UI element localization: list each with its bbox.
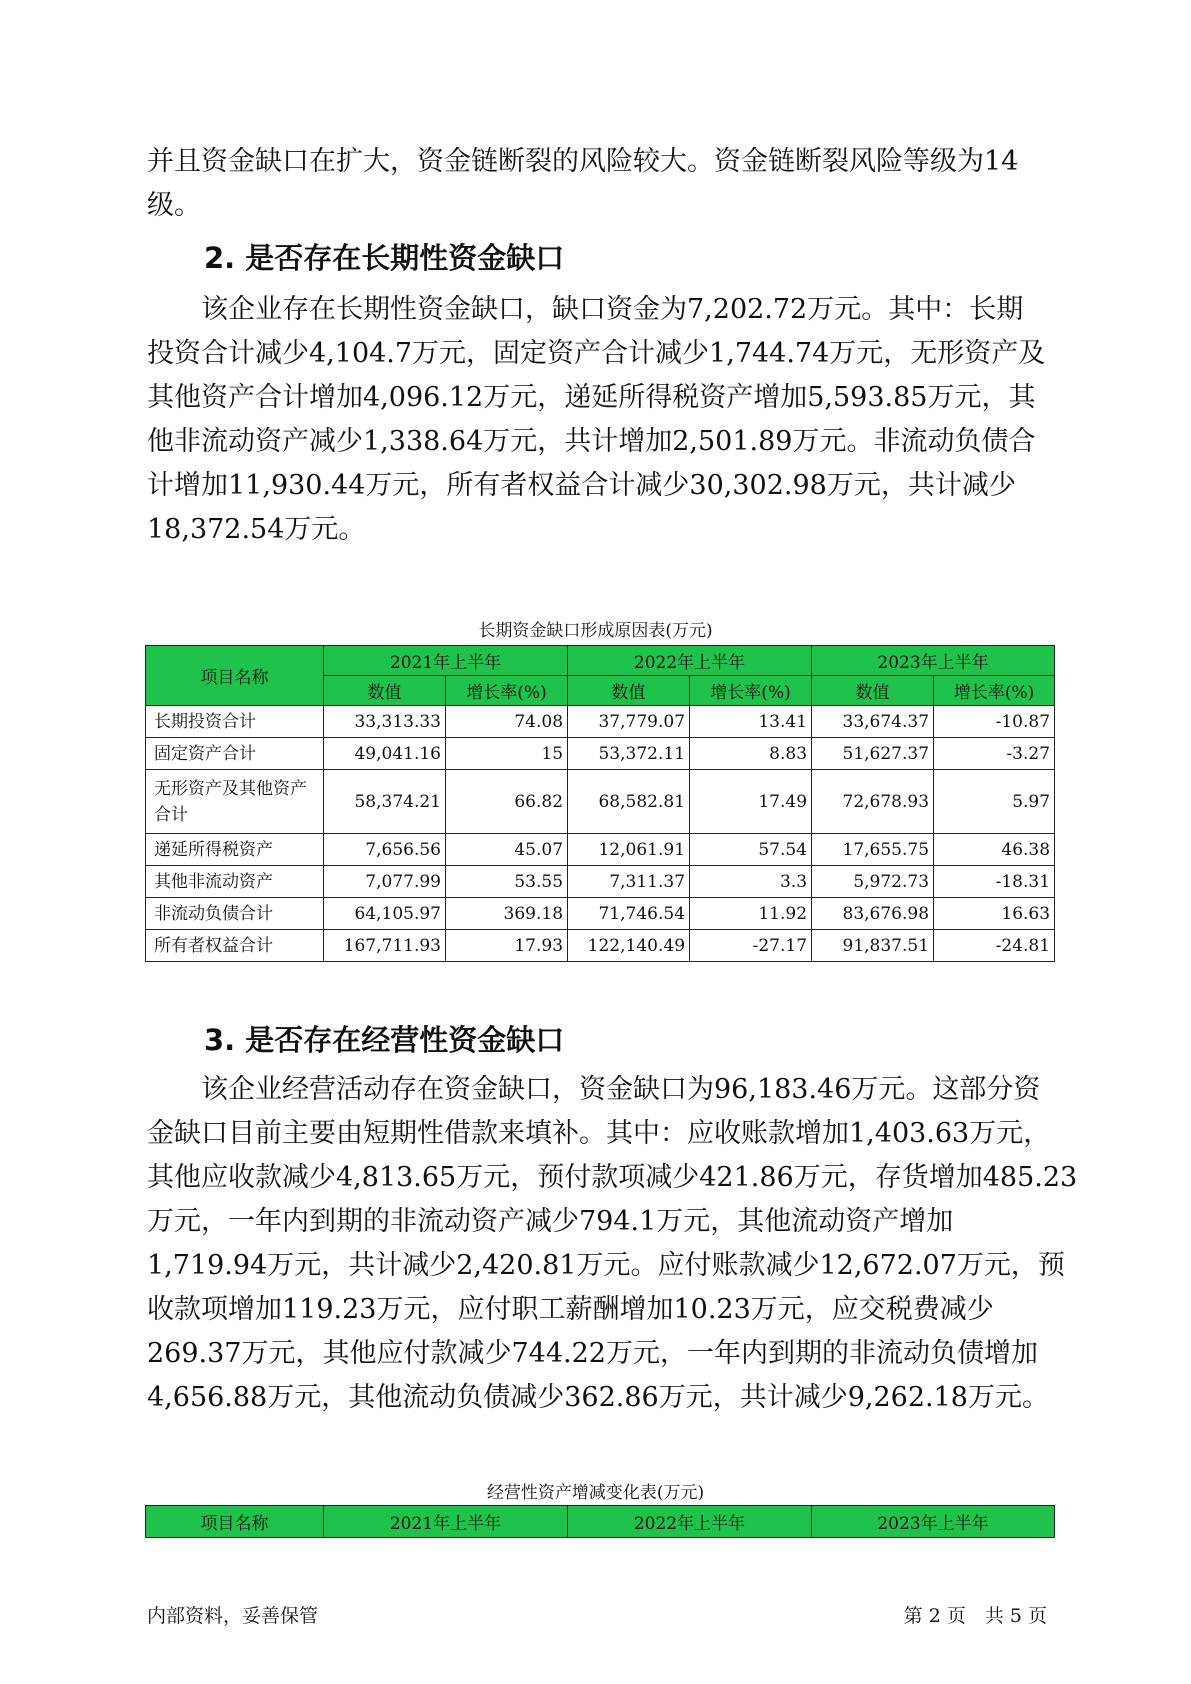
cell-value: 53,372.11 — [568, 738, 690, 770]
period-header: 2021年上半年 — [324, 646, 568, 676]
row-name: 递延所得税资产 — [146, 834, 324, 866]
table-row — [146, 898, 1055, 930]
cell-growth: 45.07 — [446, 834, 568, 866]
intro-paragraph — [147, 140, 1047, 228]
cell-growth: -27.17 — [690, 930, 812, 962]
row-name: 长期投资合计 — [146, 706, 324, 738]
table-header-row — [146, 1506, 1055, 1538]
cell-growth: 369.18 — [446, 898, 568, 930]
paragraph-line: 收款项增加119.23万元，应付职工薪酬增加10.23万元，应交税费减少 — [147, 1294, 994, 1325]
cell-growth: 3.3 — [690, 866, 812, 898]
cell-growth: 17.93 — [446, 930, 568, 962]
name-header: 项目名称 — [146, 646, 324, 706]
table-header-row — [146, 646, 1055, 676]
cell-value: 33,674.37 — [812, 706, 934, 738]
paragraph-line: 计增加11,930.44万元，所有者权益合计减少30,302.98万元，共计减少 — [147, 470, 1016, 501]
cell-growth: -3.27 — [934, 738, 1055, 770]
value-header: 数值 — [324, 676, 446, 706]
row-name: 非流动负债合计 — [146, 898, 324, 930]
cell-value: 122,140.49 — [568, 930, 690, 962]
paragraph-line: 其他资产合计增加4,096.12万元，递延所得税资产增加5,593.85万元，其 — [147, 382, 1036, 413]
value-header: 数值 — [568, 676, 690, 706]
cell-value: 58,374.21 — [324, 770, 446, 834]
page-number: 第 2 页 共 5 页 — [903, 1605, 1047, 1627]
cell-value: 72,678.93 — [812, 770, 934, 834]
cell-growth: 8.83 — [690, 738, 812, 770]
paragraph-line: 该企业存在长期性资金缺口，缺口资金为7,202.72万元。其中：长期 — [147, 294, 1024, 325]
cell-value: 51,627.37 — [812, 738, 934, 770]
table-row — [146, 770, 1055, 834]
cell-value: 37,779.07 — [568, 706, 690, 738]
paragraph-line: 万元，一年内到期的非流动资产减少794.1万元，其他流动资产增加 — [147, 1206, 954, 1237]
cell-value: 17,655.75 — [812, 834, 934, 866]
section3-paragraph — [147, 1068, 1078, 1420]
growth-header: 增长率(%) — [690, 676, 812, 706]
section2-paragraph — [147, 288, 1047, 552]
paragraph-line: 18,372.54万元。 — [147, 514, 366, 545]
paragraph-line: 1,719.94万元，共计减少2,420.81万元。应付账款减少12,672.07万元，预 — [147, 1250, 1065, 1281]
table-row — [146, 738, 1055, 770]
growth-header: 增长率(%) — [446, 676, 568, 706]
paragraph-line: 级。 — [147, 190, 201, 221]
long-term-gap-table — [145, 645, 1055, 962]
paragraph-line: 其他应收款减少4,813.65万元，预付款项减少421.86万元，存货增加485.23 — [147, 1162, 1078, 1193]
value-header: 数值 — [812, 676, 934, 706]
cell-growth: 66.82 — [446, 770, 568, 834]
cell-value: 33,313.33 — [324, 706, 446, 738]
cell-growth: 53.55 — [446, 866, 568, 898]
cell-value: 49,041.16 — [324, 738, 446, 770]
growth-header: 增长率(%) — [934, 676, 1055, 706]
cell-value: 64,105.97 — [324, 898, 446, 930]
period-header: 2023年上半年 — [812, 646, 1055, 676]
cell-growth: 16.63 — [934, 898, 1055, 930]
period-header: 2023年上半年 — [812, 1506, 1055, 1538]
cell-growth: 74.08 — [446, 706, 568, 738]
footer-note: 内部资料，妥善保管 — [147, 1605, 319, 1627]
cell-growth: -18.31 — [934, 866, 1055, 898]
cell-value: 5,972.73 — [812, 866, 934, 898]
cell-growth: 57.54 — [690, 834, 812, 866]
row-name: 其他非流动资产 — [146, 866, 324, 898]
paragraph-line: 金缺口目前主要由短期性借款来填补。其中：应收账款增加1,403.63万元， — [147, 1118, 1051, 1149]
row-name: 固定资产合计 — [146, 738, 324, 770]
row-name: 所有者权益合计 — [146, 930, 324, 962]
section3-heading: 3. 是否存在经营性资金缺口 — [204, 1023, 565, 1057]
cell-value: 83,676.98 — [812, 898, 934, 930]
table1-caption: 长期资金缺口形成原因表(万元) — [478, 621, 713, 641]
cell-growth: -24.81 — [934, 930, 1055, 962]
paragraph-line: 他非流动资产减少1,338.64万元，共计增加2,501.89万元。非流动负债合 — [147, 426, 1036, 457]
paragraph-line: 269.37万元，其他应付款减少744.22万元，一年内到期的非流动负债增加 — [147, 1338, 1038, 1369]
row-name: 无形资产及其他资产合计 — [146, 770, 324, 834]
cell-value: 91,837.51 — [812, 930, 934, 962]
cell-value: 71,746.54 — [568, 898, 690, 930]
cell-value: 68,582.81 — [568, 770, 690, 834]
paragraph-line: 该企业经营活动存在资金缺口，资金缺口为96,183.46万元。这部分资 — [147, 1074, 1041, 1105]
cell-value: 7,656.56 — [324, 834, 446, 866]
period-header: 2022年上半年 — [568, 646, 812, 676]
paragraph-line: 4,656.88万元，其他流动负债减少362.86万元，共计减少9,262.18万元。 — [147, 1382, 1049, 1413]
period-header: 2021年上半年 — [324, 1506, 568, 1538]
operating-assets-table — [145, 1505, 1055, 1538]
name-header: 项目名称 — [146, 1506, 324, 1538]
cell-value: 7,311.37 — [568, 866, 690, 898]
cell-growth: 11.92 — [690, 898, 812, 930]
cell-growth: 15 — [446, 738, 568, 770]
table-row — [146, 834, 1055, 866]
cell-growth: 5.97 — [934, 770, 1055, 834]
period-header: 2022年上半年 — [568, 1506, 812, 1538]
cell-growth: 46.38 — [934, 834, 1055, 866]
table-row — [146, 930, 1055, 962]
cell-value: 12,061.91 — [568, 834, 690, 866]
table2-caption: 经营性资产增减变化表(万元) — [486, 1483, 705, 1503]
cell-value: 167,711.93 — [324, 930, 446, 962]
paragraph-line: 投资合计减少4,104.7万元，固定资产合计减少1,744.74万元，无形资产及 — [147, 338, 1046, 369]
cell-growth: -10.87 — [934, 706, 1055, 738]
table-row — [146, 706, 1055, 738]
section2-heading: 2. 是否存在长期性资金缺口 — [204, 241, 565, 275]
cell-value: 7,077.99 — [324, 866, 446, 898]
table-row — [146, 866, 1055, 898]
paragraph-line: 并且资金缺口在扩大，资金链断裂的风险较大。资金链断裂风险等级为14 — [147, 146, 1019, 177]
cell-growth: 13.41 — [690, 706, 812, 738]
cell-growth: 17.49 — [690, 770, 812, 834]
